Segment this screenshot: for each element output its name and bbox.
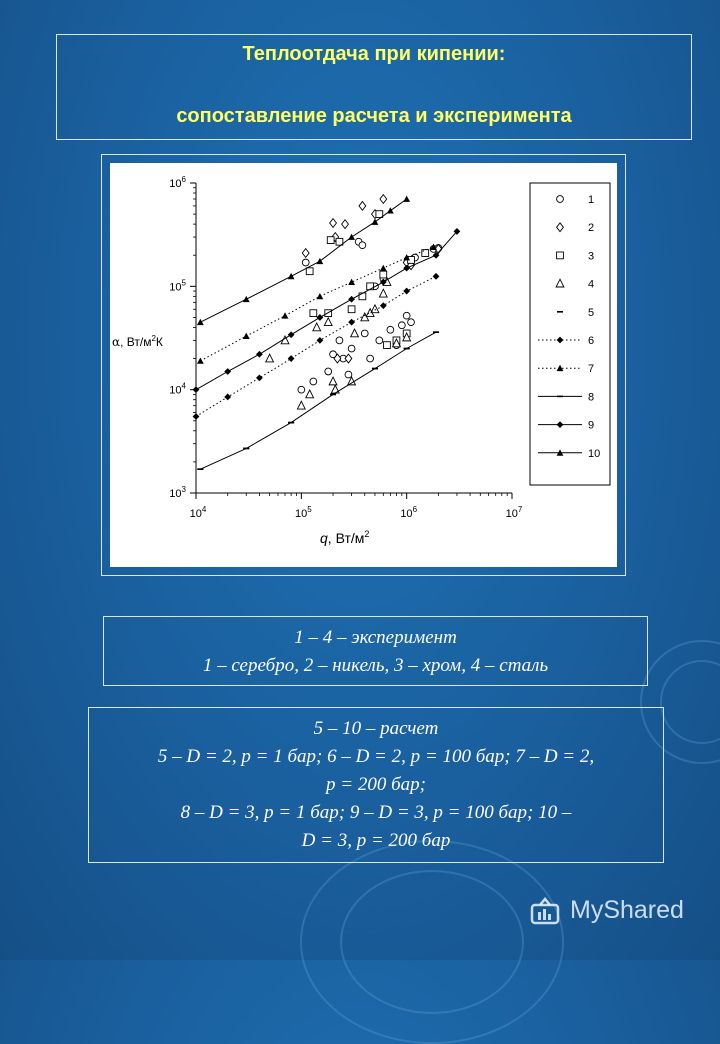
- series-3-point: [327, 237, 334, 244]
- calc-line4: 8 – D = 3, p = 1 бар; 9 – D = 3, p = 100 бар; 10 –: [180, 802, 572, 823]
- series-6-point: [193, 413, 200, 420]
- series-1-point: [361, 330, 368, 337]
- y-tick-label: $10^6$: [169, 175, 186, 190]
- series-1-point: [376, 337, 383, 344]
- series-3-point: [306, 268, 313, 275]
- x-tick-label: $10^5$: [294, 505, 312, 520]
- legend-marker-1: [557, 196, 564, 203]
- watermark-text: MyShared: [570, 896, 684, 924]
- series-3-point: [380, 271, 387, 278]
- series-10-point: [348, 234, 355, 240]
- series-9-point: [193, 386, 200, 393]
- slide-title-line2: сопоставление расчета и эксперимента: [176, 105, 572, 127]
- series-10-point: [316, 258, 323, 264]
- series-7-point: [243, 333, 250, 339]
- series-3-point: [310, 310, 317, 317]
- series-9-point: [288, 331, 295, 338]
- myshared-logo-icon: [530, 897, 564, 927]
- series-1-point: [325, 368, 332, 375]
- series-1-point: [398, 322, 405, 329]
- series-6-point: [256, 374, 263, 381]
- series-3-point: [348, 306, 355, 313]
- calc-line5: D = 3, p = 200 бар: [301, 830, 451, 851]
- series-9-point: [224, 368, 231, 375]
- series-1-point: [403, 312, 410, 319]
- y-tick-label: $10^4$: [169, 381, 186, 397]
- series-7-point: [348, 279, 355, 285]
- series-3-point: [384, 342, 391, 349]
- legend-label-5: 5: [588, 306, 595, 319]
- experiment-line2: 1 – серебро, 2 – никель, 3 – хром, 4 – сталь: [202, 655, 549, 676]
- series-1-point: [298, 386, 305, 393]
- series-6-point: [348, 319, 355, 326]
- legend-label-7: 7: [588, 363, 595, 376]
- series-6-point: [288, 355, 295, 362]
- y-axis-label: α, $Вт/м^2К$: [112, 334, 163, 349]
- series-10-point: [372, 219, 379, 225]
- calc-line3: p = 200 бар;: [326, 774, 426, 795]
- chart-frame: [101, 154, 626, 576]
- series-8-line: [200, 332, 436, 469]
- series-1-point: [387, 326, 394, 333]
- series-7-point: [282, 312, 289, 318]
- series-1-point: [367, 355, 374, 362]
- series-10-point: [387, 207, 394, 213]
- series-6-point: [403, 288, 410, 295]
- legend-label-10: 10: [588, 447, 601, 460]
- boiling-heat-transfer-chart: [110, 163, 617, 567]
- legend-marker-3: [557, 252, 564, 259]
- series-7-point: [380, 265, 387, 271]
- series-6-point: [433, 273, 440, 280]
- series-2-point: [380, 195, 387, 204]
- legend-label-8: 8: [588, 391, 595, 404]
- experiment-legend-box: [103, 616, 648, 686]
- series-1-point: [359, 242, 366, 249]
- series-3-point: [359, 293, 366, 300]
- legend-box: [530, 183, 610, 485]
- series-4-point: [297, 401, 305, 409]
- series-6-point: [380, 302, 387, 309]
- series-4-point: [266, 354, 274, 362]
- series-9-point: [316, 314, 323, 321]
- chart-panel: [110, 163, 617, 567]
- legend-label-4: 4: [588, 278, 595, 291]
- series-9-point: [348, 296, 355, 303]
- legend-label-3: 3: [588, 250, 595, 263]
- series-1-point: [348, 345, 355, 352]
- decorative-ring: [340, 870, 524, 1014]
- series-4-point: [329, 377, 337, 385]
- series-10-point: [403, 196, 410, 202]
- calc-line1: 5 – 10 – расчет: [313, 718, 439, 739]
- legend-label-1: 1: [588, 194, 595, 206]
- series-6-point: [316, 337, 323, 344]
- series-1-point: [310, 378, 317, 385]
- series-4-point: [351, 329, 359, 337]
- legend-label-2: 2: [588, 222, 595, 235]
- x-tick-label: $10^6$: [400, 505, 418, 520]
- series-1-point: [336, 337, 343, 344]
- experiment-line1: 1 – 4 – эксперимент: [294, 627, 457, 648]
- series-9-point: [256, 351, 263, 358]
- series-10-point: [288, 273, 295, 279]
- series-2-point: [342, 220, 349, 229]
- x-axis-label: q, $Вт/м^2$: [320, 529, 370, 546]
- calc-line2: 5 – D = 2, p = 1 бар; 6 – D = 2, p = 100 бар; 7 – D = 2,: [157, 746, 595, 767]
- x-tick-label: $10^4$: [189, 505, 207, 520]
- series-1-point: [408, 319, 415, 326]
- title-box: [56, 34, 692, 140]
- series-2-point: [359, 202, 366, 211]
- series-4-point: [324, 318, 332, 326]
- series-1-point: [302, 259, 309, 266]
- x-tick-label: $10^7$: [505, 505, 523, 520]
- series-3-point: [422, 250, 429, 257]
- series-2-point: [345, 354, 352, 363]
- legend-label-9: 9: [588, 419, 595, 432]
- slide-title-line1: Теплоотдача при кипении:: [242, 43, 506, 65]
- legend-label-6: 6: [588, 335, 595, 347]
- series-6-point: [224, 394, 231, 401]
- calculation-legend-box: [88, 707, 664, 863]
- series-10-point: [243, 296, 250, 302]
- series-2-point: [302, 249, 309, 258]
- series-4-point: [379, 289, 387, 297]
- series-10-point: [197, 319, 204, 325]
- y-tick-label: $10^3$: [169, 485, 186, 500]
- y-tick-label: $10^5$: [169, 278, 186, 294]
- series-4-point: [313, 323, 321, 331]
- series-2-point: [330, 219, 337, 228]
- series-4-point: [306, 390, 314, 398]
- series-7-point: [197, 357, 204, 363]
- series-7-point: [316, 293, 323, 299]
- series-1-point: [345, 371, 352, 378]
